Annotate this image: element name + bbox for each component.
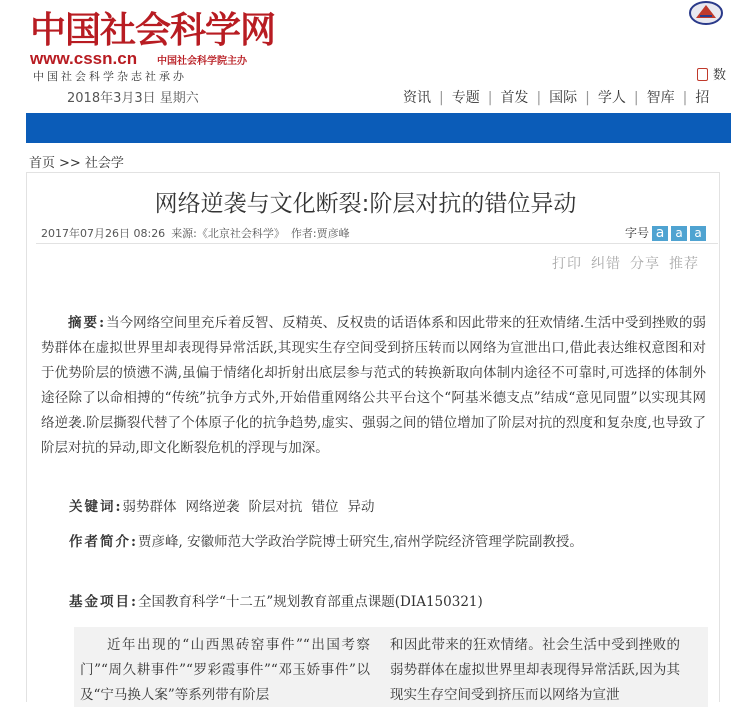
nav-divider: | (536, 90, 542, 106)
book-icon (697, 68, 708, 81)
main-nav-bar (26, 113, 731, 143)
body-column-left: 近年出现的“山西黑砖窑事件”“出国考察门”“周久耕事件”“罗彩霞事件”“邓玉娇事件”以及“宁马换人案”等系列带有阶层 (80, 637, 370, 703)
share-button[interactable]: 分享 (630, 256, 660, 272)
nav-item-topics[interactable]: 专题 (451, 90, 480, 106)
article-source: 来源:《北京社会科学》 (171, 227, 285, 240)
cass-emblem-icon[interactable] (688, 0, 724, 26)
breadcrumb (29, 152, 124, 171)
current-date: 2018年3月3日 星期六 (67, 91, 199, 106)
article-tools (552, 253, 708, 273)
report-error-button[interactable]: 纠错 (591, 256, 621, 272)
font-size-label: 字号 (625, 226, 650, 240)
breadcrumb-current[interactable]: 社会学 (84, 156, 124, 171)
body-column-right: 和因此带来的狂欢情绪。社会生活中受到挫败的弱势群体在虚拟世界里却表现得异常活跃,因为其现实生存空间受到挤压而以网络为宣泄 (390, 637, 680, 703)
abstract-label: 摘要: (68, 315, 107, 331)
title-divider (36, 243, 718, 244)
nav-item-scholars[interactable]: 学人 (597, 90, 626, 106)
nav-divider: | (487, 90, 493, 106)
abstract-text: 当今网络空间里充斥着反智、反精英、反权贵的话语体系和因此带来的狂欢情绪.生活中受到挫败的弱势群体在虚拟世界里却表现得异常活跃,其现实生存空间受到挤压转而以网络为宣泄出口,借此表达维权意图和对于优势阶层的愤懑不满,虽偏于情绪化却折射出底层参与范式的转换新取向体制内途径不可靠时,可选择的体制外途径除了以命相搏的“传统”抗争方式外,开始借重网络公共平台这个“阿基米德支点”结成“意见同盟”以实现其网络逆袭.阶层撕裂代替了个体原子化的抗争趋势,虚实、强弱之间的错位增加了阶层对抗的烈度和复杂度,也导致了阶层对抗的异动,即文化断裂危机的浮现与加深。 (41, 315, 706, 456)
nav-divider: | (682, 90, 688, 106)
recommend-button[interactable]: 推荐 (669, 256, 699, 272)
nav-divider: | (585, 90, 590, 106)
font-small-button[interactable]: a (690, 226, 706, 241)
article-keywords (41, 495, 706, 520)
font-size-control (625, 224, 706, 241)
nav-item-international[interactable]: 国际 (549, 90, 578, 106)
nav-item-recruit[interactable]: 招 (695, 90, 710, 106)
site-host: 中国社会科学院主办 (157, 56, 247, 67)
font-large-button[interactable]: a (652, 226, 668, 241)
digital-edition-link[interactable] (697, 64, 726, 83)
keywords-label: 关键词: (69, 499, 123, 515)
nav-divider: | (439, 90, 444, 106)
keyword: 错位 (311, 499, 339, 515)
article-title: 网络逆袭与文化断裂:阶层对抗的错位异动 (154, 191, 577, 217)
article-author: 作者:贾彦峰 (290, 227, 350, 240)
breadcrumb-separator: >> (59, 156, 81, 171)
font-medium-button[interactable]: a (671, 226, 687, 241)
article-datetime: 2017年07月26日 08:26 (41, 227, 166, 240)
fund-label: 基金项目: (69, 594, 138, 610)
keyword: 阶层对抗 (248, 499, 303, 515)
digital-label: 数 (713, 68, 727, 83)
keyword: 弱势群体 (122, 499, 177, 515)
author-bio-text: 贾彦峰, 安徽师范大学政治学院博士研究生,宿州学院经济管理学院副教授。 (137, 534, 583, 550)
top-nav (400, 87, 712, 107)
nav-item-think-tank[interactable]: 智库 (646, 90, 675, 106)
fund-text: 全国教育科学“十二五”规划教育部重点课题(DIA150321) (137, 594, 483, 610)
keyword: 网络逆袭 (185, 499, 240, 515)
nav-item-first-release[interactable]: 首发 (500, 90, 529, 106)
fund-project (41, 590, 706, 615)
article-abstract (41, 311, 706, 461)
print-button[interactable]: 打印 (552, 256, 582, 272)
article-meta (41, 225, 356, 241)
site-subtitle: 中国社会科学杂志社承办 (33, 70, 187, 83)
keyword: 异动 (347, 499, 375, 515)
breadcrumb-home[interactable]: 首页 (29, 156, 56, 171)
nav-item-news[interactable]: 资讯 (403, 90, 431, 106)
site-url: www.cssn.cn (30, 49, 138, 68)
author-bio-label: 作者简介: (69, 534, 138, 550)
site-logo[interactable]: 中国社会科学网 (30, 9, 276, 51)
author-bio (41, 530, 706, 555)
nav-divider: | (633, 90, 639, 106)
